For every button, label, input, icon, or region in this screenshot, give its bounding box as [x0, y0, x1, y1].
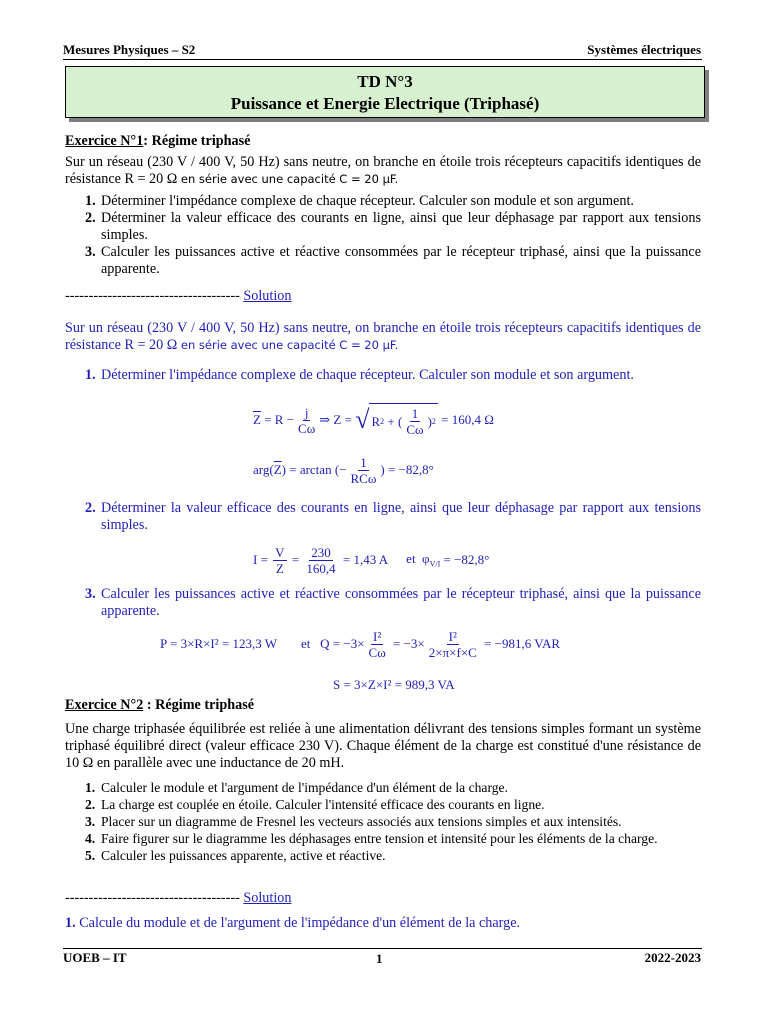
exercise-2-item: 3. Placer sur un diagramme de Fresnel les vecteurs associés aux tensions simples et aux intensités. — [85, 814, 622, 829]
equation-argument-result: = −82,8° — [387, 462, 434, 477]
equation-current-result: = 1,43 A — [342, 552, 389, 567]
exercise-1-item: 1. Déterminer l'impédance complexe de chaque récepteur. Calculer son module et son argument. — [85, 193, 634, 209]
title-subject: Puissance et Energie Electrique (Triphasé) — [230, 94, 540, 113]
solution-2-q1: 1. Calcule du module et de l'argument de l'impédance d'un élément de la charge. — [65, 915, 521, 931]
equation-argument: arg( $\overline{Z}$ ) = arctan (− $\frac{1}{\text{RCω}}$ ) = −82,8° — [253, 454, 434, 486]
exercise-1-title — [65, 133, 250, 150]
footer-institution: UOEB – IT — [63, 950, 127, 965]
footer-year: 2022-2023 — [644, 950, 701, 965]
exercise-1-item: 2. Déterminer la valeur efficace des courants en ligne, ainsi que leur déphasage par rapport aux tensions simples. — [85, 210, 701, 243]
exercise-1-questions — [65, 193, 701, 278]
exercise-2-questions — [65, 779, 701, 864]
equation-reactive-power: = −981,6 VAR — [484, 636, 561, 651]
exercise-1-intro-a: Sur un réseau (230 V / 400 V, 50 Hz) sans neutre, on branche en étoile trois récepteurs capacitifs identiques de résistance R = 20 Ω — [65, 154, 701, 187]
exercise-2-suffix: : Régime triphasé — [143, 697, 255, 713]
exercise-1-intro — [65, 154, 701, 188]
solution-1-q1: 1. Déterminer l'impédance complexe de chaque récepteur. Calculer son module et son argument. — [85, 367, 634, 383]
exercise-1-intro-b: en série avec une capacité C = 20 μF. — [180, 172, 399, 186]
title-box — [65, 66, 705, 118]
solution-1-intro: Sur un réseau (230 V / 400 V, 50 Hz) sans neutre, on branche en étoile trois récepteurs capacitifs identiques de résistance R = 20 Ω en série avec une capacité C = 20 μF. — [65, 320, 701, 353]
header-divider — [63, 59, 702, 60]
exercise-2-item: 4. Faire figurer sur le diagramme les déphasages entre tension et intensité pour les éléments de la charge. — [85, 831, 658, 846]
solution-1-link[interactable]: Solution — [243, 288, 292, 304]
exercise-2-item: 1. Calculer le module et l'argument de l'impédance d'un élément de la charge. — [85, 780, 508, 795]
equation-phase-result: = −82,8° — [443, 552, 490, 567]
exercise-2-label: Exercice N°2 — [65, 697, 144, 713]
equation-power: P = 3×R×I² = 123,3 W et Q = −3× $\frac{\text{I²}}{C\omega}$ = −3× $\frac{\text{I²}}{2\times\pi\times f\times C}$ = −981,6 VAR — [160, 628, 561, 660]
header-course: Mesures Physiques – S2 — [63, 42, 196, 57]
exercise-2-item: 5. Calculer les puissances apparente, active et réactive. — [85, 848, 386, 863]
footer-divider — [63, 948, 702, 949]
equation-apparent-power: S = 3×Z×I² = 989,3 VA — [333, 677, 455, 692]
exercise-1-suffix: : Régime triphasé — [143, 133, 251, 149]
solution-2-separator: ------------------------------------- Solution — [65, 890, 292, 906]
equation-impedance: $\overline{Z}$ = R − $\frac{j}{C\omega}$ ⇒ Z = √ R 2 + ( $\frac{1}{C\omega}$ ) 2 = 160,4 Ω — [253, 404, 494, 437]
exercise-1-label: Exercice N°1 — [65, 133, 144, 149]
solution-1-q2: 2. Déterminer la valeur efficace des courants en ligne, ainsi que leur déphasage par rapport aux tensions simples. — [85, 500, 701, 533]
page-number: 1 — [376, 951, 383, 966]
equation-current: I = $\frac{V}{Z}$ = $\frac{230}{160,4}$ = 1,43 A et $\varphi_{V/I}$ = −82,8° — [253, 544, 490, 576]
exercise-2-item: 2. La charge est couplée en étoile. Calculer l'intensité efficace des courants en ligne. — [85, 797, 545, 812]
solution-2-link[interactable]: Solution — [243, 890, 292, 906]
exercise-1-item: 3. Calculer les puissances active et réactive consommées par le récepteur triphasé, ainsi que la puissance apparente. — [85, 244, 701, 277]
solution-1-separator: ------------------------------------- Solution — [65, 288, 292, 304]
exercise-2-title — [65, 697, 254, 714]
equation-active-power: P = 3×R×I² = 123,3 W — [160, 636, 278, 651]
header-subject: Systèmes électriques — [587, 42, 701, 57]
equation-impedance-result: = 160,4 Ω — [441, 412, 494, 427]
solution-1-q3: 3. Calculer les puissances active et réactive consommées par le récepteur triphasé, ainsi que la puissance apparente. — [85, 586, 701, 619]
exercise-2-intro: Une charge triphasée équilibrée est reliée à une alimentation délivrant des tensions simples formant un système triphasé équilibré direct (valeur efficace 230 V). Chaque élément de la charge est constitué d'une résistance de 10 Ω en parallèle avec une inductance de 20 mH. — [65, 721, 701, 771]
title-td: TD N°3 — [357, 72, 413, 91]
